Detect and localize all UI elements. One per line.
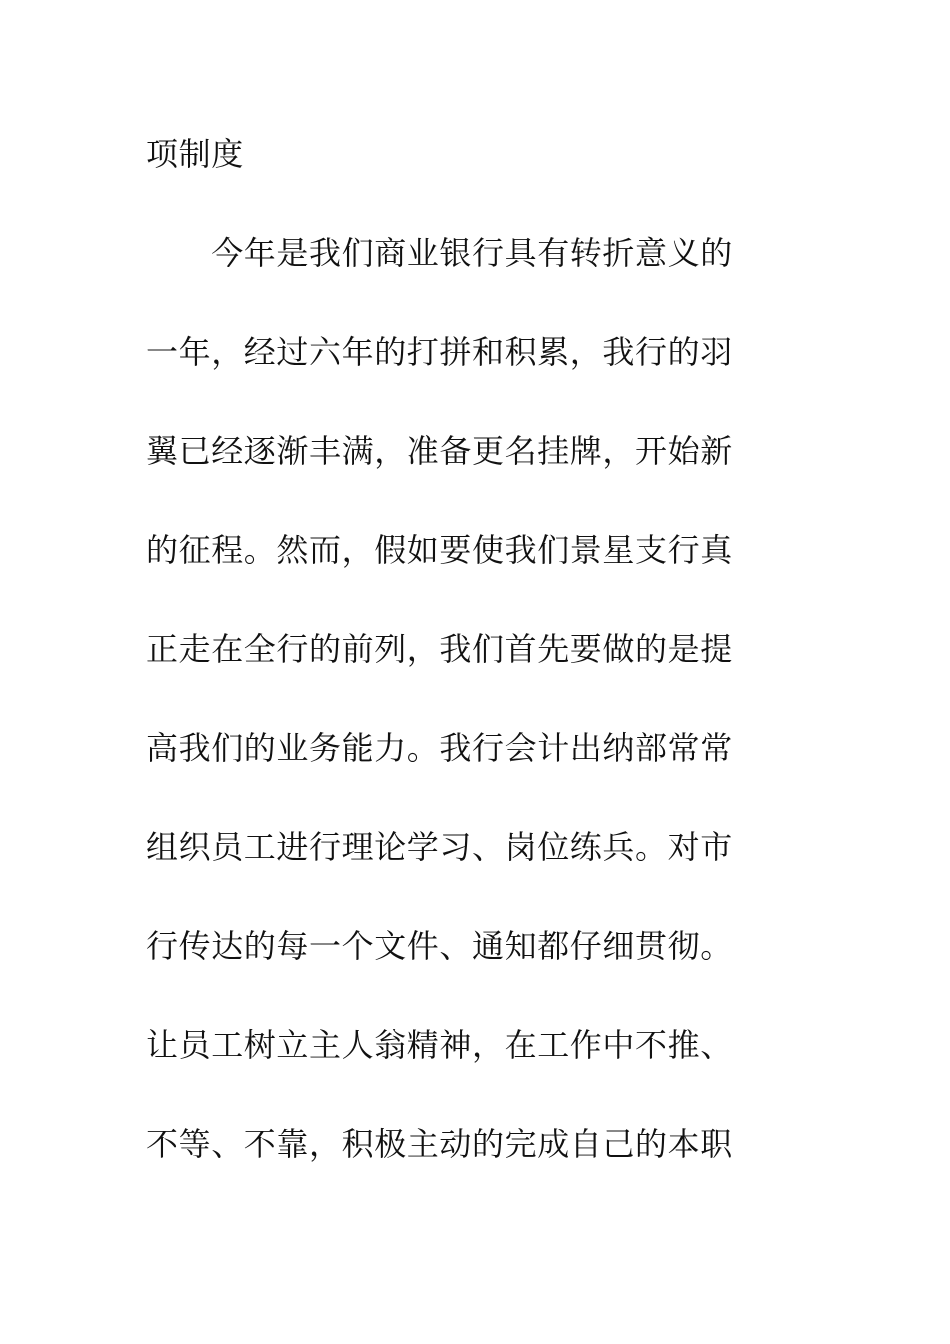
- text-line: 一年，经过六年的打拼和积累，我行的羽: [146, 333, 733, 371]
- text-line: 行传达的每一个文件、通知都仔细贯彻。: [146, 927, 733, 965]
- text-line: 组织员工进行理论学习、岗位练兵。对市: [146, 828, 733, 866]
- body-text: [146, 128, 786, 1217]
- text-line: 高我们的业务能力。我行会计出纳部常常: [146, 729, 733, 767]
- text-line: 翼已经逐渐丰满，准备更名挂牌，开始新: [146, 432, 733, 470]
- text-line: 项制度: [146, 135, 244, 173]
- text-line: 正走在全行的前列，我们首先要做的是提: [146, 630, 733, 668]
- text-line: 让员工树立主人翁精神，在工作中不推、: [146, 1026, 733, 1064]
- text-line: 不等、不靠，积极主动的完成自己的本职: [146, 1125, 733, 1163]
- text-line: 今年是我们商业银行具有转折意义的: [146, 234, 733, 272]
- text-line: 的征程。然而，假如要使我们景星支行真: [146, 531, 733, 569]
